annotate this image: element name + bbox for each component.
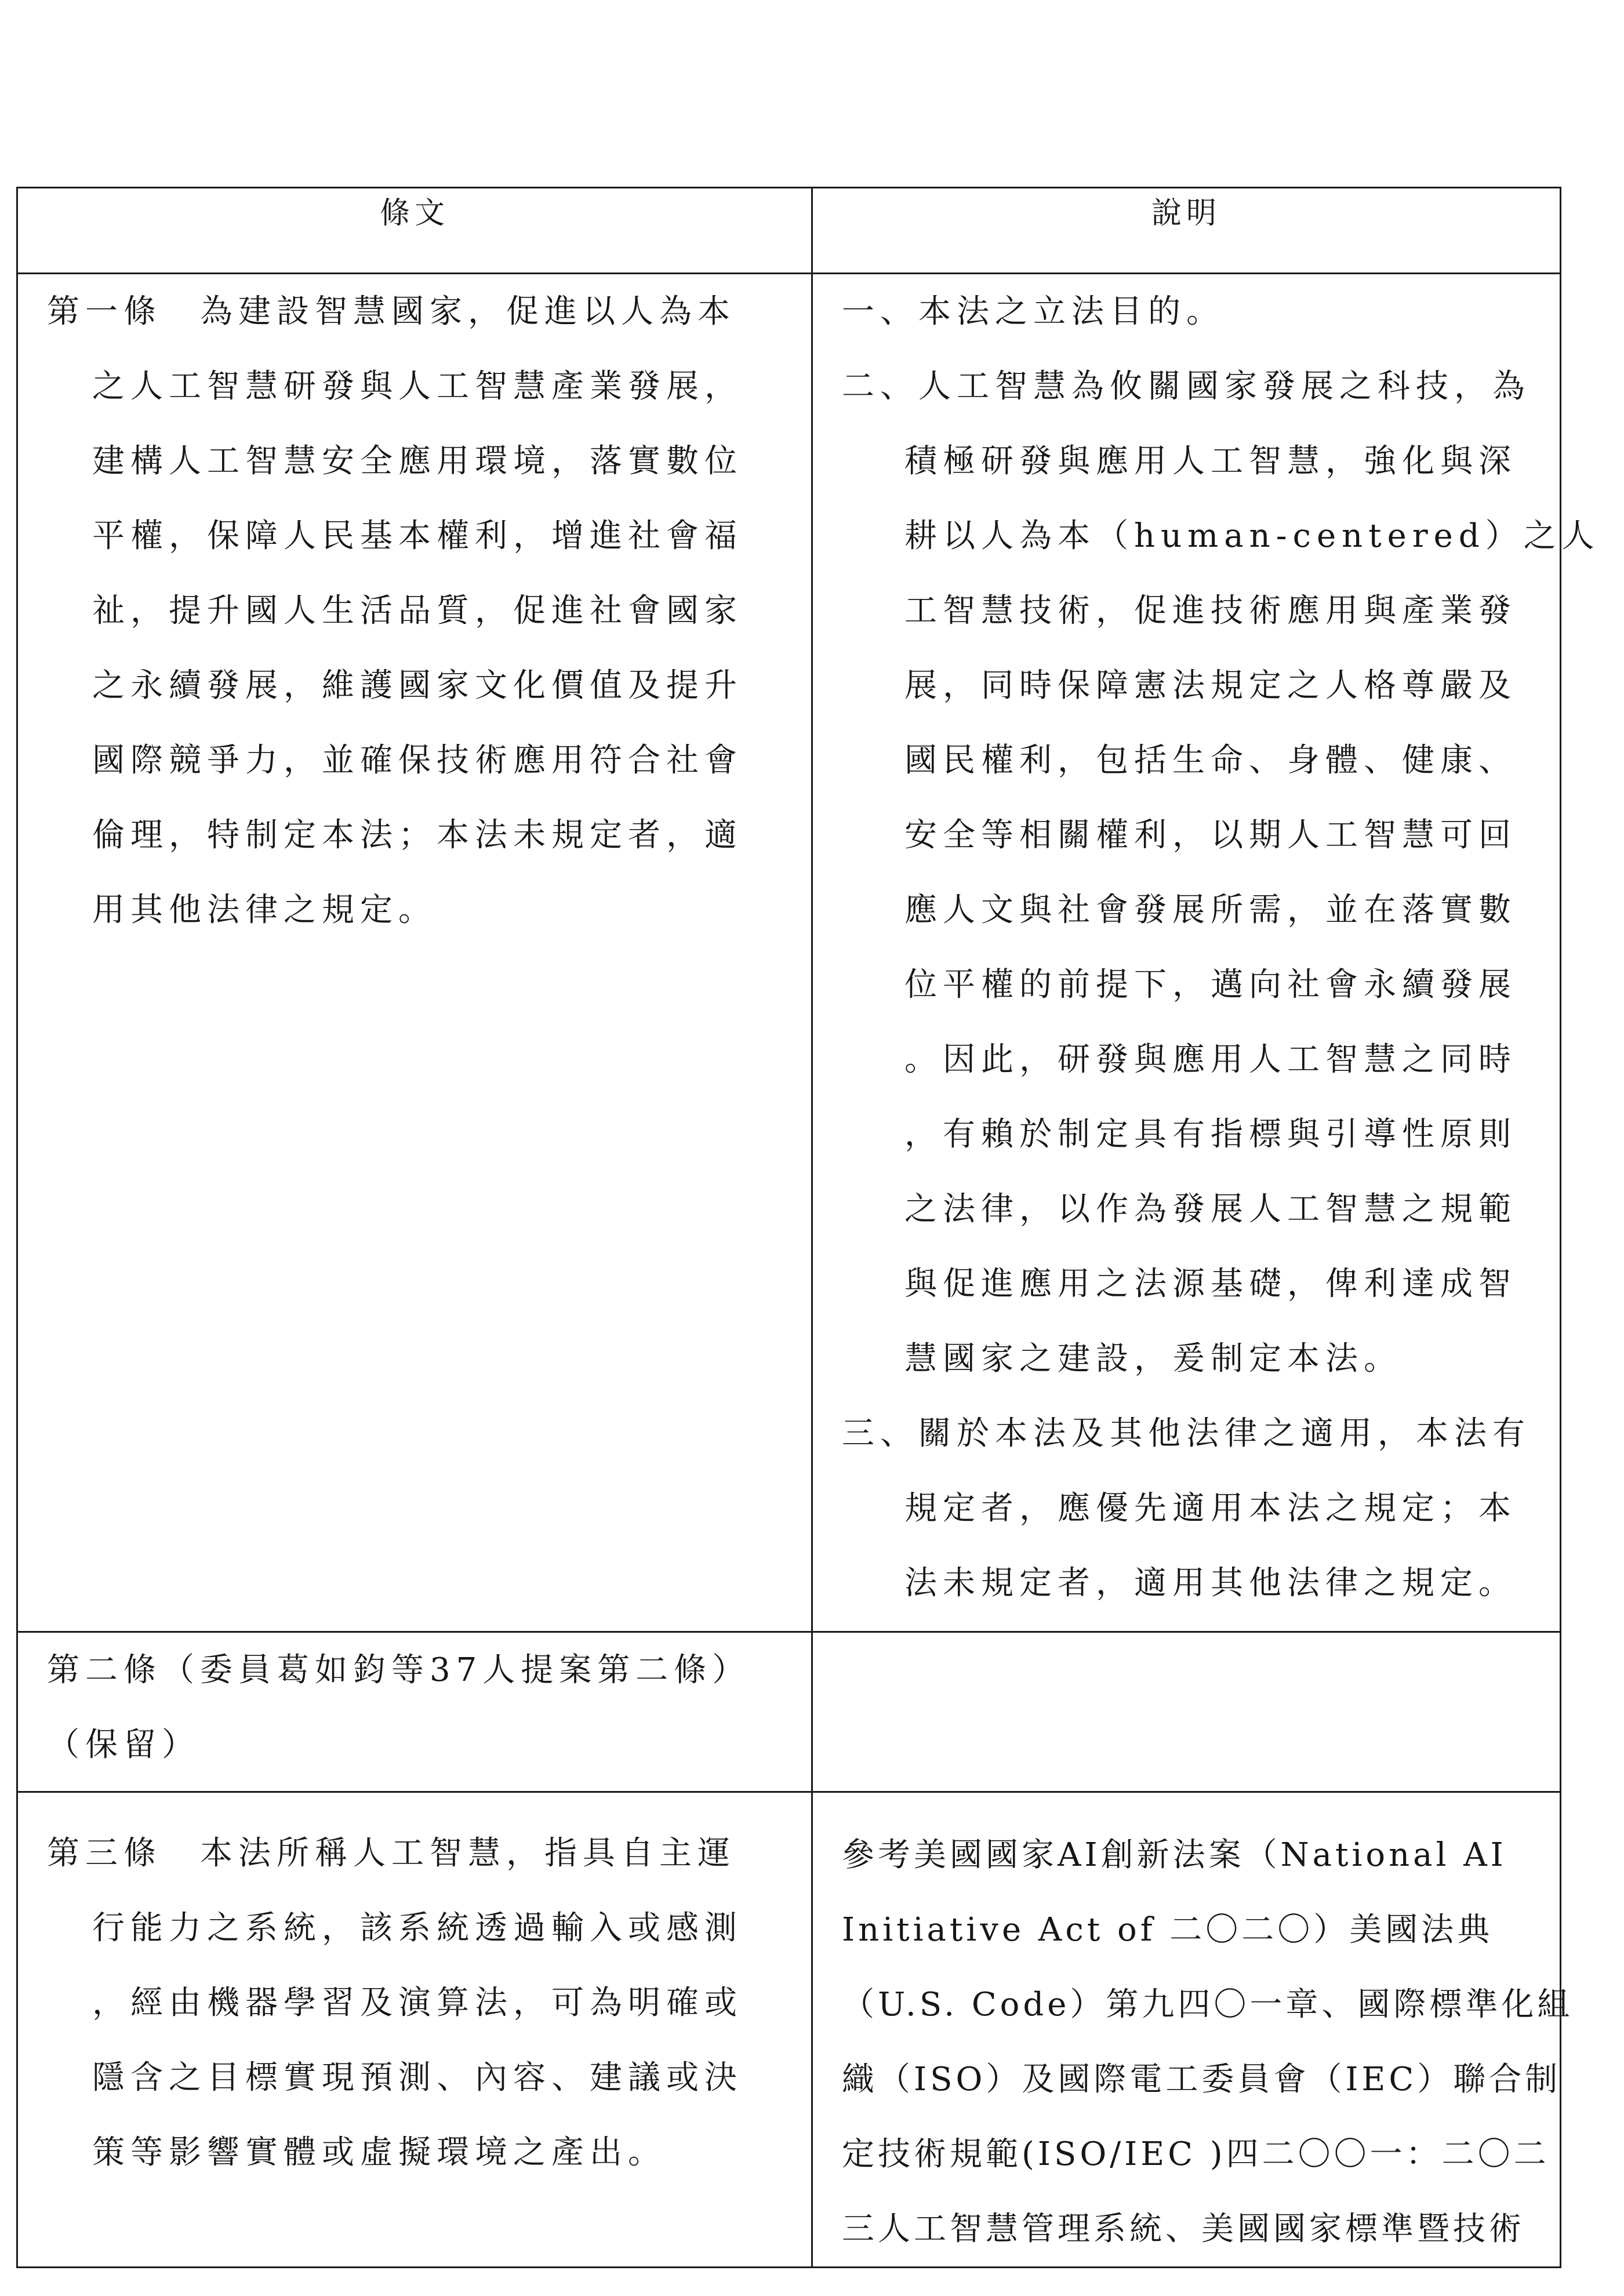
table-row bbox=[17, 1632, 1561, 1792]
explanation-line: 參考美國國家AI創新法案（National AI bbox=[842, 1836, 1507, 1874]
explanation-line: 織（ISO）及國際電工委員會（IEC）聯合制 bbox=[842, 2061, 1561, 2098]
explanation-line: 一、本法之立法目的。 bbox=[842, 293, 1225, 330]
explanation-line: 與促進應用之法源基礎，俾利達成智 bbox=[904, 1265, 1517, 1303]
article-line: ，經由機器學習及演算法，可為明確或 bbox=[92, 1984, 743, 2022]
article-line: （保留） bbox=[47, 1726, 200, 1764]
explanation-line: 積極研發與應用人工智慧，強化與深 bbox=[904, 442, 1517, 480]
table-row bbox=[17, 1792, 1561, 2268]
explanation-line: 二、人工智慧為攸關國家發展之科技，為 bbox=[842, 368, 1531, 405]
explanation-line: 展，同時保障憲法規定之人格尊嚴及 bbox=[904, 667, 1517, 704]
explanation-line: 定技術規範(ISO/IEC )四二〇〇一：二〇二 bbox=[842, 2135, 1550, 2173]
article-line: 倫理，特制定本法；本法未規定者，適 bbox=[92, 816, 743, 854]
article-cell bbox=[17, 274, 812, 1632]
explanation-cell bbox=[812, 274, 1600, 1632]
explanation-line: 規定者，應優先適用本法之規定；本 bbox=[904, 1490, 1517, 1527]
article-line: 平權，保障人民基本權利，增進社會福 bbox=[92, 517, 743, 555]
article-2-text bbox=[18, 1633, 811, 1782]
explanation-line: 位平權的前提下，邁向社會永續發展 bbox=[904, 966, 1517, 1004]
article-line: 隱含之目標實現預測、內容、建議或決 bbox=[92, 2059, 743, 2097]
explanation-line: 安全等相關權利，以期人工智慧可回 bbox=[904, 816, 1517, 854]
provisions-table bbox=[16, 187, 1600, 2268]
article-line: 國際競爭力，並確保技術應用符合社會 bbox=[92, 742, 743, 779]
article-cell bbox=[17, 1632, 812, 1792]
explanation-line: 國民權利，包括生命、身體、健康、 bbox=[904, 742, 1517, 779]
article-line: 用其他法律之規定。 bbox=[92, 891, 437, 929]
explanation-cell bbox=[812, 1632, 1561, 1792]
article-1-explanation bbox=[813, 274, 1600, 1621]
article-column-header: 條文 bbox=[17, 188, 812, 274]
explanation-column-header: 說明 bbox=[812, 188, 1561, 274]
explanation-line: 工智慧技術，促進技術應用與產業發 bbox=[904, 592, 1517, 630]
explanation-line: 三、關於本法及其他法律之適用，本法有 bbox=[842, 1415, 1531, 1452]
explanation-line: 耕以人為本（human-centered）之人 bbox=[904, 517, 1600, 555]
explanation-line: （U.S. Code）第九四〇一章、國際標準化組 bbox=[842, 1986, 1574, 2023]
article-line: 第三條 本法所稱人工智慧，指具自主運 bbox=[47, 1834, 736, 1872]
article-line: 第二條（委員葛如鈞等37人提案第二條） bbox=[47, 1651, 751, 1689]
article-1-text bbox=[18, 274, 811, 947]
article-line: 第一條 為建設智慧國家，促進以人為本 bbox=[47, 293, 736, 330]
table-row bbox=[17, 274, 1561, 1632]
explanation-line: 法未規定者，適用其他法律之規定。 bbox=[904, 1564, 1517, 1602]
article-line: 之永續發展，維護國家文化價值及提升 bbox=[92, 667, 743, 704]
explanation-line: 之法律，以作為發展人工智慧之規範 bbox=[904, 1190, 1517, 1228]
article-line: 之人工智慧研發與人工智慧產業發展， bbox=[92, 368, 743, 405]
article-cell bbox=[17, 1792, 812, 2268]
explanation-line: 慧國家之建設，爰制定本法。 bbox=[904, 1340, 1402, 1378]
explanation-line: 應人文與社會發展所需，並在落實數 bbox=[904, 891, 1517, 929]
explanation-cell bbox=[812, 1792, 1574, 2268]
article-line: 行能力之系統，該系統透過輸入或感測 bbox=[92, 1909, 743, 1947]
article-line: 建構人工智慧安全應用環境，落實數位 bbox=[92, 442, 743, 480]
article-3-text bbox=[18, 1793, 811, 2190]
explanation-line: ，有賴於制定具有指標與引導性原則 bbox=[904, 1116, 1517, 1153]
article-3-explanation bbox=[813, 1793, 1574, 2266]
explanation-line: 。因此，研發與應用人工智慧之同時 bbox=[904, 1041, 1517, 1078]
explanation-line: Initiative Act of 二〇二〇）美國法典 bbox=[842, 1911, 1494, 1949]
article-line: 策等影響實體或虛擬環境之產出。 bbox=[92, 2134, 666, 2171]
article-line: 祉，提升國人生活品質，促進社會國家 bbox=[92, 592, 743, 630]
explanation-line: 三人工智慧管理系統、美國國家標準暨技術 bbox=[842, 2210, 1525, 2248]
